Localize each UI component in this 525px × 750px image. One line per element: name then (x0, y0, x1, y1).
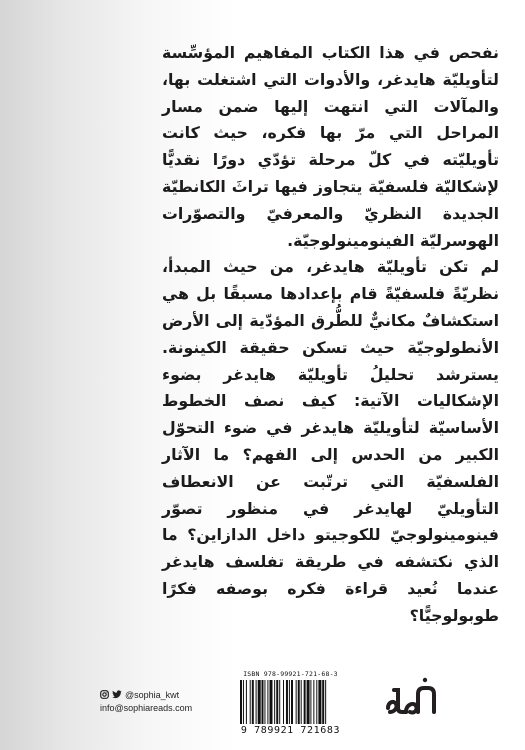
barcode-bar (304, 680, 306, 724)
barcode-bar (274, 680, 275, 724)
publisher-contact (100, 688, 220, 714)
email-address[interactable]: info@sophiareads.com (100, 702, 193, 713)
barcode-bar (301, 680, 302, 724)
isbn-barcode-block (233, 670, 348, 736)
barcode-bar (267, 680, 268, 724)
barcode-bar (298, 680, 300, 724)
email-row (100, 701, 220, 714)
barcode-bar (252, 680, 254, 724)
barcode-bar (256, 680, 257, 724)
barcode-bar (286, 680, 288, 724)
instagram-icon (100, 690, 109, 699)
barcode-bar (250, 680, 251, 724)
barcode-bar (307, 680, 310, 724)
barcode-bar (325, 680, 326, 724)
barcode-bar (243, 680, 244, 724)
barcode-bar (262, 680, 264, 724)
sophia-logo-mark (384, 668, 444, 720)
barcode-bar (296, 680, 297, 724)
barcode-bar (291, 680, 293, 724)
blurb-paragraph-2: لم تكن تأويليّة هايدغر، من حيث المبدأ، نظريّةً فلسفيّةً قام بإعدادها مسبقًا بل هي استكشافٌ مكانيٌّ للطُّرق المؤدّية إلى الأرض الأنطولوجيّة حيث تسكن حقيقة الكينونة. يسترشد تحليلُ تأويليّة هايدغر بضوء الإشكاليات الآتية: كيف نصف الخطوط الأساسيّة لتأويليّة هايدغر في ضوء التحوّل الكبير من الحدس إلى الفهم؟ ما الآثار الفلسفيّة التي ترتّبت عن الانعطاف التأويليّ لهايدغر في منظور تصوّر فينومينولوجيّ للكوجيتو داخل الدازاين؟ ما الذي نكتشفه في طريقة تفلسف هايدغر عندما نُعيد قراءة فكره بوصفه فكرًا طوبولوجيًّا؟ (162, 257, 499, 625)
barcode-bar (313, 680, 314, 724)
twitter-icon (112, 690, 122, 699)
barcode-bar (246, 680, 247, 724)
barcode-bar (240, 680, 242, 724)
social-row (100, 688, 220, 701)
blurb-paragraph-1: نفحص في هذا الكتاب المفاهيم المؤسِّسة لتأويليّة هايدغر، والأدوات التي اشتغلت بها، والمآلات التي انتهت إليها ضمن مسار المراحل التي مرّ بها فكره، حيث كانت تأويليّته في كلّ مرحلة تؤدّي دورًا نقديًّا لإشكاليّة فلسفيّة يتجاوز فيها تراثَ الكانطيّة الجديدة النظريّ والمعرفيّ والتصوّرات الهوسرليّة الفينومينولوجيّة. (162, 43, 499, 250)
publisher-logo (384, 668, 444, 720)
barcode-bar (310, 680, 311, 724)
barcode (239, 680, 342, 726)
blurb-text (162, 40, 499, 630)
isbn-label: ISBN 978-99921-721-68-3 (243, 670, 338, 678)
barcode-bar (258, 680, 261, 724)
barcode-bar (276, 680, 278, 724)
barcode-bar (279, 680, 280, 724)
barcode-bar (264, 680, 265, 724)
social-handle[interactable]: @sophia_kwt (125, 689, 180, 700)
barcode-digits: 9 789921 721683 (240, 725, 341, 736)
barcode-bar (289, 680, 290, 724)
barcode-bar (283, 680, 284, 724)
barcode-bar (318, 680, 321, 724)
barcode-bar (322, 680, 324, 724)
barcode-bar (316, 680, 317, 724)
barcode-bar (270, 680, 273, 724)
